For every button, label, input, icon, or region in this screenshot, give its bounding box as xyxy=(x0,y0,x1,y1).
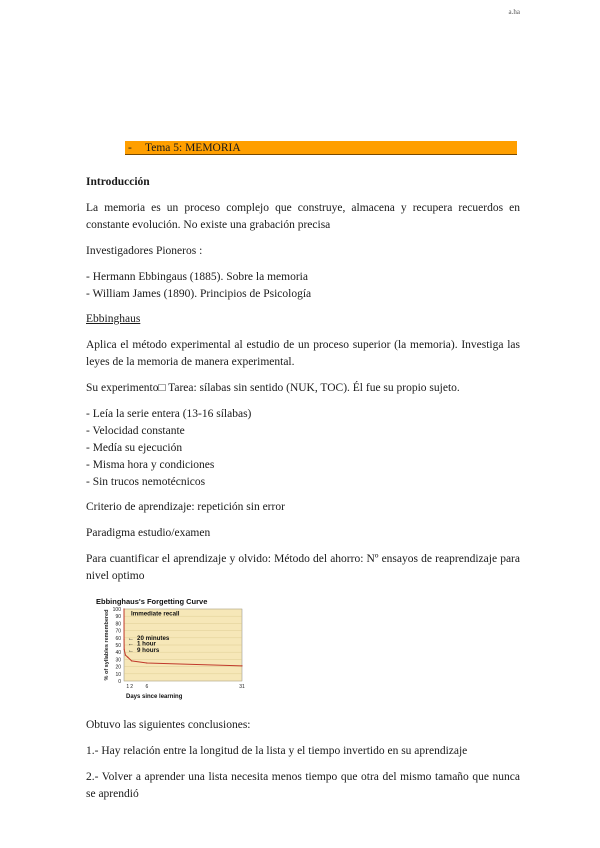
data-point xyxy=(123,608,124,609)
list-item: - Sin trucos nemotécnicos xyxy=(86,476,206,488)
annotation-label: 1 hour xyxy=(137,640,156,648)
document-body xyxy=(86,174,520,812)
y-tick-label: 100 xyxy=(112,607,121,613)
data-point xyxy=(127,657,128,658)
intro-heading: Introducción xyxy=(86,176,150,188)
y-tick-label: 0 xyxy=(118,679,121,685)
data-point xyxy=(146,662,147,663)
y-tick-label: 50 xyxy=(115,643,121,649)
x-tick-label: 1 xyxy=(126,684,130,690)
list-item: - Medía su ejecución xyxy=(86,442,183,454)
data-point xyxy=(131,660,132,661)
y-tick-label: 90 xyxy=(115,614,121,621)
annotation-arrow: ← xyxy=(128,648,134,655)
list-item: - Velocidad constante xyxy=(86,425,185,437)
data-point xyxy=(241,665,242,666)
forgetting-curve-chart xyxy=(86,595,256,707)
pioneers-label: Investigadores Pioneros : xyxy=(86,245,203,257)
x-tick-label: 6 xyxy=(145,684,149,690)
list-item: - William James (1890). Principios de Psicología xyxy=(86,288,312,300)
conclusions-heading: Obtuvo las siguientes conclusiones: xyxy=(86,719,251,731)
conclusion-item: 1.- Hay relación entre la longitud de la lista y el tiempo invertido en su aprendizaje xyxy=(86,745,468,757)
intro-paragraph: La memoria es un proceso complejo que construye, almacena y recupera recuerdos en constante evolución. No existe una grabación precisa xyxy=(86,202,520,231)
y-tick-label: 40 xyxy=(115,650,121,657)
data-point xyxy=(124,649,125,650)
x-tick-label: 31 xyxy=(239,684,245,690)
chart-title: Ebbinghaus's Forgetting Curve xyxy=(96,597,208,606)
page-header-mark: a.ha xyxy=(508,8,520,16)
section-title: Tema 5: MEMORIA xyxy=(145,142,241,154)
ebbinghaus-paragraph: Aplica el método experimental al estudio de un proceso superior (la memoria). Investiga las leyes de la memoria de manera experimental. xyxy=(86,339,520,368)
x-axis-label: Days since learning xyxy=(126,694,183,700)
criterion-paragraph: Criterio de aprendizaje: repetición sin error xyxy=(86,501,285,513)
data-point xyxy=(123,639,124,640)
y-axis-label: % of syllables remembered xyxy=(104,609,110,681)
chart-svg xyxy=(86,595,256,707)
y-tick-label: 10 xyxy=(115,671,121,678)
experiment-paragraph: Su experimento□ Tarea: sílabas sin sentido (NUK, TOC). Él fue su propio sujeto. xyxy=(86,382,460,394)
y-tick-label: 80 xyxy=(115,621,121,628)
experiment-steps-list xyxy=(86,406,520,491)
list-item: - Hermann Ebbingaus (1885). Sobre la memoria xyxy=(86,271,308,283)
ebbinghaus-heading: Ebbinghaus xyxy=(86,313,141,325)
annotation-arrow: ← xyxy=(128,641,134,648)
title-dash: - xyxy=(128,142,132,154)
conclusion-item: 2.- Volver a aprender una lista necesita menos tiempo que otra del mismo tamaño que nunca se aprendió xyxy=(86,771,520,800)
list-item: - Misma hora y condiciones xyxy=(86,459,215,471)
annotation-label: 9 hours xyxy=(137,647,160,655)
annotation-arrow: ← xyxy=(128,635,134,642)
data-point xyxy=(125,654,126,655)
paradigm-paragraph: Paradigma estudio/examen xyxy=(86,527,211,539)
pioneers-list xyxy=(86,269,520,303)
y-tick-label: 30 xyxy=(115,657,121,664)
annotation-label: Immediate recall xyxy=(131,610,180,618)
list-item: - Leía la serie entera (13-16 sílabas) xyxy=(86,408,252,420)
y-tick-label: 20 xyxy=(115,664,121,671)
title-band xyxy=(125,141,517,155)
x-tick-label: 2 xyxy=(130,684,134,690)
annotation-label: 20 minutes xyxy=(137,634,170,642)
y-tick-label: 70 xyxy=(115,628,121,635)
quantify-paragraph: Para cuantificar el aprendizaje y olvido: Método del ahorro: Nº ensayos de reaprendizaje para nivel optimo xyxy=(86,553,520,582)
y-tick-label: 60 xyxy=(115,635,121,642)
